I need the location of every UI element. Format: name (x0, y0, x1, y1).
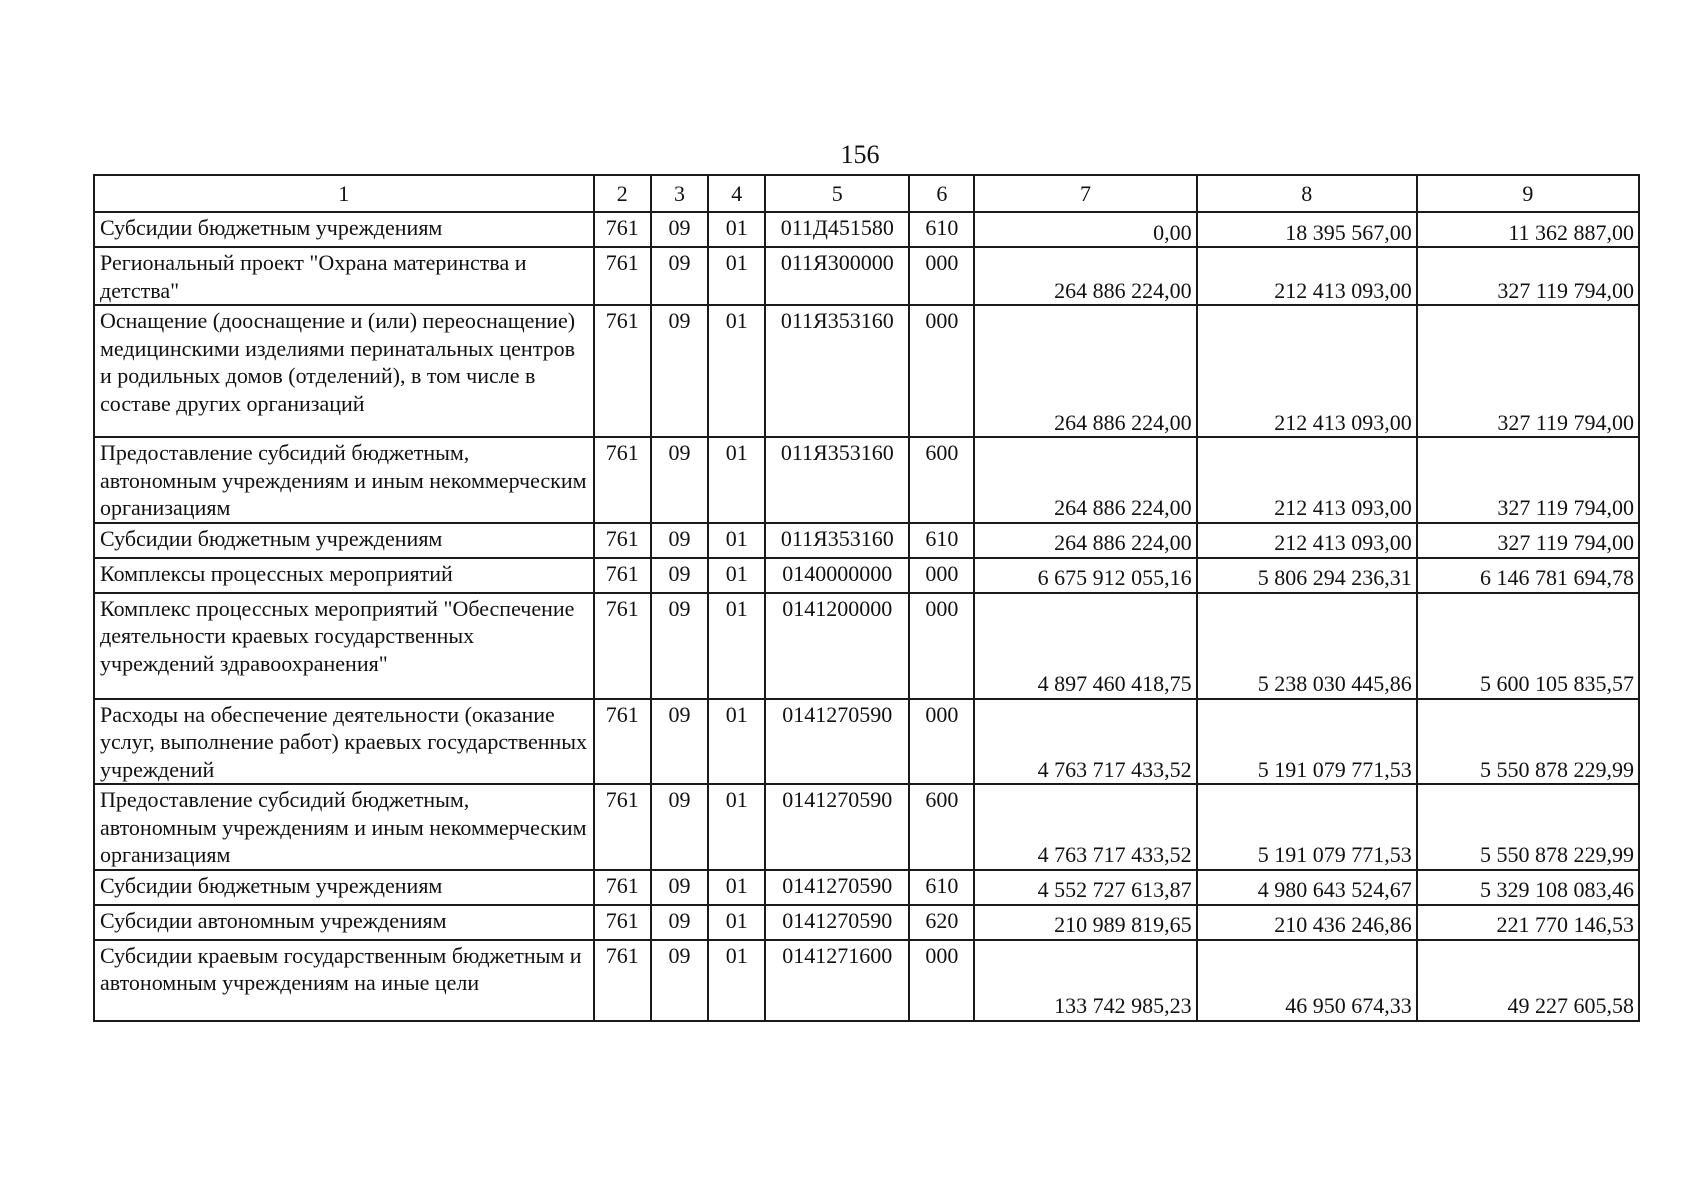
table-row (94, 699, 1639, 785)
row-name-cell: Субсидии бюджетным учреждениям (94, 212, 594, 247)
row-amount-9-cell: 5 550 878 229,99 (1417, 699, 1639, 785)
row-amount-8-cell: 5 238 030 445,86 (1197, 593, 1417, 699)
row-code-5-cell: 0141270590 (765, 784, 909, 870)
row-code-4-cell: 01 (708, 523, 765, 558)
row-code-3-cell: 09 (651, 305, 708, 437)
row-amount-8-cell: 212 413 093,00 (1197, 437, 1417, 523)
row-code-6-cell: 600 (909, 437, 974, 523)
row-amount-7-cell: 0,00 (974, 212, 1196, 247)
table-row (94, 784, 1639, 870)
row-amount-9-cell: 5 600 105 835,57 (1417, 593, 1639, 699)
row-code-3-cell: 09 (651, 699, 708, 785)
row-code-4-cell: 01 (708, 247, 765, 305)
row-code-6-cell: 620 (909, 905, 974, 940)
row-amount-7-cell: 264 886 224,00 (974, 523, 1196, 558)
row-code-5-cell: 0141270590 (765, 870, 909, 905)
row-name-cell: Субсидии бюджетным учреждениям (94, 870, 594, 905)
row-amount-9-cell: 49 227 605,58 (1417, 940, 1639, 1021)
row-code-5-cell: 0141270590 (765, 905, 909, 940)
row-code-5-cell: 011Я300000 (765, 247, 909, 305)
row-code-3-cell: 09 (651, 212, 708, 247)
row-code-6-cell: 000 (909, 247, 974, 305)
row-name-cell: Субсидии бюджетным учреждениям (94, 523, 594, 558)
row-amount-8-cell: 4 980 643 524,67 (1197, 870, 1417, 905)
row-amount-7-cell: 6 675 912 055,16 (974, 558, 1196, 593)
table-row (94, 870, 1639, 905)
row-code-2-cell: 761 (594, 558, 651, 593)
row-code-4-cell: 01 (708, 593, 765, 699)
row-amount-9-cell: 6 146 781 694,78 (1417, 558, 1639, 593)
row-code-2-cell: 761 (594, 784, 651, 870)
table-row (94, 437, 1639, 523)
row-code-3-cell: 09 (651, 558, 708, 593)
row-amount-7-cell: 4 763 717 433,52 (974, 699, 1196, 785)
row-amount-8-cell: 5 806 294 236,31 (1197, 558, 1417, 593)
row-amount-9-cell: 327 119 794,00 (1417, 247, 1639, 305)
page-number: 156 (840, 140, 880, 169)
row-code-5-cell: 0140000000 (765, 558, 909, 593)
row-code-2-cell: 761 (594, 247, 651, 305)
header-cell-4: 4 (708, 175, 765, 212)
table-row (94, 940, 1639, 1021)
row-amount-8-cell: 212 413 093,00 (1197, 247, 1417, 305)
table-row (94, 905, 1639, 940)
row-code-4-cell: 01 (708, 870, 765, 905)
row-code-5-cell: 011Д451580 (765, 212, 909, 247)
row-amount-8-cell: 212 413 093,00 (1197, 305, 1417, 437)
row-code-4-cell: 01 (708, 437, 765, 523)
header-row (94, 175, 1639, 212)
row-amount-8-cell: 210 436 246,86 (1197, 905, 1417, 940)
row-amount-7-cell: 264 886 224,00 (974, 437, 1196, 523)
row-code-3-cell: 09 (651, 523, 708, 558)
row-amount-9-cell: 327 119 794,00 (1417, 305, 1639, 437)
row-amount-9-cell: 221 770 146,53 (1417, 905, 1639, 940)
row-code-6-cell: 000 (909, 699, 974, 785)
header-cell-9: 9 (1417, 175, 1639, 212)
row-name-cell: Расходы на обеспечение деятельности (оказание услуг, выполнение работ) краевых государственных учреждений (94, 699, 594, 785)
row-code-4-cell: 01 (708, 305, 765, 437)
row-code-6-cell: 600 (909, 784, 974, 870)
row-code-2-cell: 761 (594, 905, 651, 940)
row-code-5-cell: 011Я353160 (765, 305, 909, 437)
row-amount-7-cell: 133 742 985,23 (974, 940, 1196, 1021)
budget-table (93, 174, 1640, 1022)
row-amount-7-cell: 4 763 717 433,52 (974, 784, 1196, 870)
row-code-6-cell: 000 (909, 940, 974, 1021)
row-code-4-cell: 01 (708, 784, 765, 870)
row-code-5-cell: 011Я353160 (765, 437, 909, 523)
row-name-cell: Региональный проект "Охрана материнства и детства" (94, 247, 594, 305)
row-code-4-cell: 01 (708, 558, 765, 593)
row-name-cell: Оснащение (дооснащение и (или) переоснащение) медицинскими изделиями перинатальных центров и родильных домов (отделений), в том числе в составе других организаций (94, 305, 594, 437)
row-code-2-cell: 761 (594, 523, 651, 558)
row-amount-8-cell: 212 413 093,00 (1197, 523, 1417, 558)
row-code-2-cell: 761 (594, 437, 651, 523)
row-amount-7-cell: 4 897 460 418,75 (974, 593, 1196, 699)
row-amount-7-cell: 210 989 819,65 (974, 905, 1196, 940)
row-code-3-cell: 09 (651, 905, 708, 940)
row-code-3-cell: 09 (651, 593, 708, 699)
row-code-4-cell: 01 (708, 699, 765, 785)
table-row (94, 212, 1639, 247)
row-amount-8-cell: 18 395 567,00 (1197, 212, 1417, 247)
row-code-3-cell: 09 (651, 940, 708, 1021)
row-amount-8-cell: 5 191 079 771,53 (1197, 784, 1417, 870)
row-amount-8-cell: 5 191 079 771,53 (1197, 699, 1417, 785)
row-code-5-cell: 0141271600 (765, 940, 909, 1021)
row-amount-9-cell: 5 329 108 083,46 (1417, 870, 1639, 905)
row-amount-9-cell: 11 362 887,00 (1417, 212, 1639, 247)
header-cell-1: 1 (94, 175, 594, 212)
header-cell-8: 8 (1197, 175, 1417, 212)
row-name-cell: Предоставление субсидий бюджетным, автономным учреждениям и иным некоммерческим организациям (94, 437, 594, 523)
row-code-4-cell: 01 (708, 212, 765, 247)
row-code-2-cell: 761 (594, 870, 651, 905)
row-code-6-cell: 000 (909, 305, 974, 437)
row-amount-9-cell: 327 119 794,00 (1417, 437, 1639, 523)
table-row (94, 523, 1639, 558)
row-code-3-cell: 09 (651, 247, 708, 305)
header-cell-7: 7 (974, 175, 1196, 212)
header-cell-5: 5 (765, 175, 909, 212)
row-code-5-cell: 0141270590 (765, 699, 909, 785)
table-row (94, 247, 1639, 305)
row-amount-9-cell: 5 550 878 229,99 (1417, 784, 1639, 870)
header-cell-2: 2 (594, 175, 651, 212)
row-code-6-cell: 000 (909, 558, 974, 593)
row-code-4-cell: 01 (708, 940, 765, 1021)
row-code-3-cell: 09 (651, 784, 708, 870)
row-amount-8-cell: 46 950 674,33 (1197, 940, 1417, 1021)
table-row (94, 305, 1639, 437)
row-name-cell: Комплексы процессных мероприятий (94, 558, 594, 593)
row-code-3-cell: 09 (651, 437, 708, 523)
row-code-2-cell: 761 (594, 940, 651, 1021)
table-row (94, 558, 1639, 593)
row-code-2-cell: 761 (594, 212, 651, 247)
row-code-5-cell: 011Я353160 (765, 523, 909, 558)
row-name-cell: Субсидии автономным учреждениям (94, 905, 594, 940)
row-amount-7-cell: 264 886 224,00 (974, 247, 1196, 305)
row-amount-9-cell: 327 119 794,00 (1417, 523, 1639, 558)
row-code-4-cell: 01 (708, 905, 765, 940)
row-name-cell: Комплекс процессных мероприятий "Обеспечение деятельности краевых государственных учреждений здравоохранения" (94, 593, 594, 699)
header-cell-6: 6 (909, 175, 974, 212)
row-code-2-cell: 761 (594, 593, 651, 699)
row-code-6-cell: 610 (909, 212, 974, 247)
table-row (94, 593, 1639, 699)
row-code-2-cell: 761 (594, 305, 651, 437)
row-amount-7-cell: 4 552 727 613,87 (974, 870, 1196, 905)
row-name-cell: Предоставление субсидий бюджетным, автономным учреждениям и иным некоммерческим организациям (94, 784, 594, 870)
row-code-6-cell: 000 (909, 593, 974, 699)
row-amount-7-cell: 264 886 224,00 (974, 305, 1196, 437)
row-code-5-cell: 0141200000 (765, 593, 909, 699)
header-cell-3: 3 (651, 175, 708, 212)
row-code-2-cell: 761 (594, 699, 651, 785)
row-code-6-cell: 610 (909, 870, 974, 905)
row-code-6-cell: 610 (909, 523, 974, 558)
row-code-3-cell: 09 (651, 870, 708, 905)
row-name-cell: Субсидии краевым государственным бюджетным и автономным учреждениям на иные цели (94, 940, 594, 1021)
